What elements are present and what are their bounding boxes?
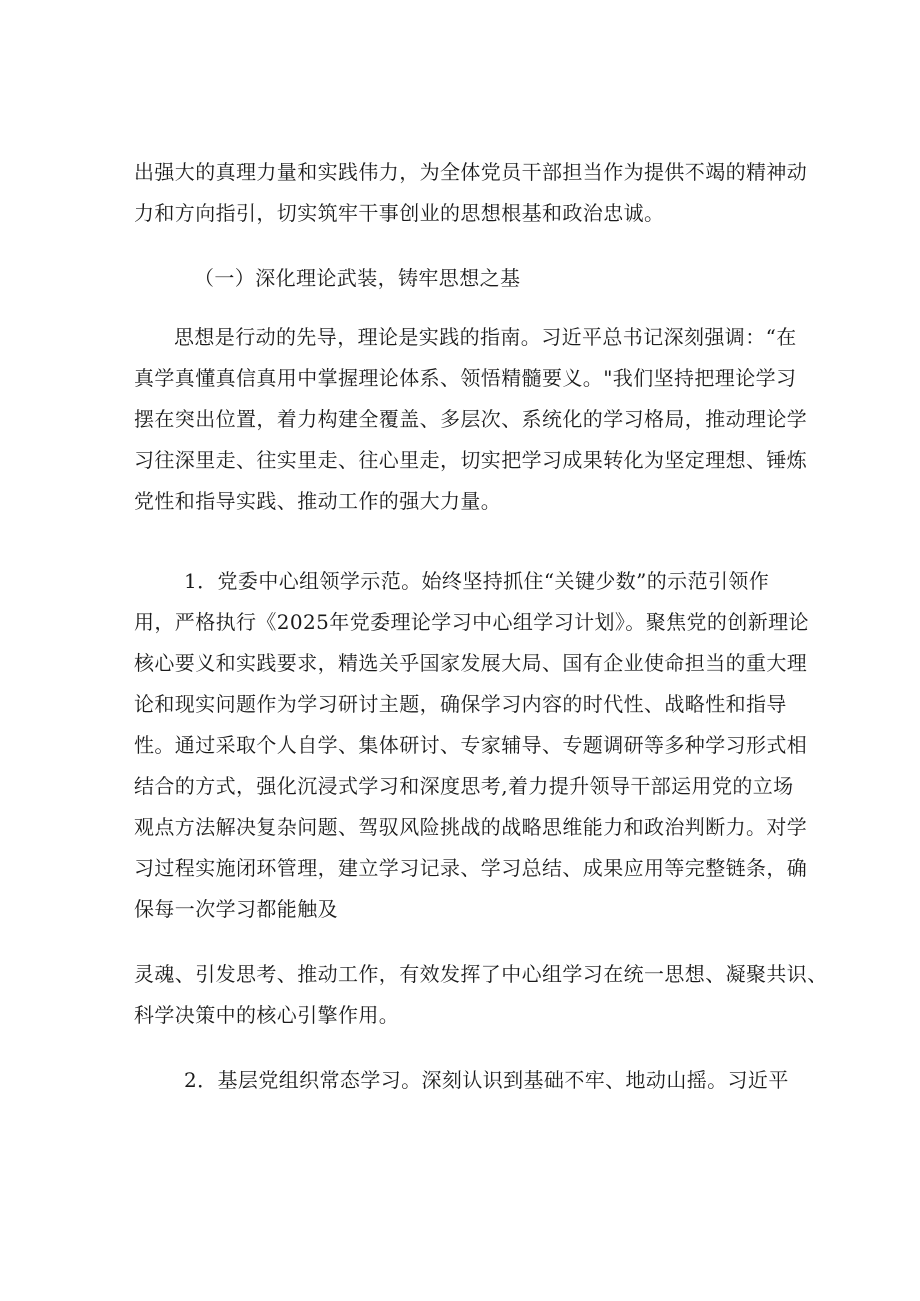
text-line: 结合的方式，强化沉浸式学习和深度思考,着力提升领导干部运用党的立场 bbox=[134, 774, 794, 798]
text-line: 核心要义和实践要求，精选关乎国家发展大局、国有企业使命担当的重大理 bbox=[134, 651, 808, 675]
text-line: 习往深里走、往实里走、往心里走，切实把学习成果转化为坚定理想、锤炼 bbox=[134, 448, 808, 472]
text-line: 论和现实问题作为学习研讨主题，确保学习内容的时代性、战略性和指导 bbox=[134, 692, 787, 716]
subsection-heading: 1．党委中心组领学示范。始终坚持抓住“关键少数”的示范引领作 bbox=[184, 569, 770, 593]
section-heading: （一）深化理论武装，铸牢思想之基 bbox=[194, 266, 521, 290]
text-line: 党性和指导实践、推动工作的强大力量。 bbox=[134, 489, 502, 513]
text-line: 观点方法解决复杂问题、驾驭风险挑战的战略思维能力和政治判断力。对学 bbox=[134, 815, 808, 839]
text-line: 力和方向指引，切实筑牢干事创业的思想根基和政治忠诚。 bbox=[134, 201, 665, 225]
text-line: 真学真懂真信真用中掌握理论体系、领悟精髓要义。"我们坚持把理论学习 bbox=[134, 366, 797, 390]
text-line: 保每一次学习都能触及 bbox=[134, 897, 338, 921]
text-line: 性。通过采取个人自学、集体研讨、专家辅导、专题调研等多种学习形式相 bbox=[134, 733, 808, 757]
text-line: 思想是行动的先导，理论是实践的指南。习近平总书记深刻强调：“在 bbox=[174, 325, 797, 349]
text-line: 摆在突出位置，着力构建全覆盖、多层次、系统化的学习格局，推动理论学 bbox=[134, 407, 808, 431]
text-line: 出强大的真理力量和实践伟力，为全体党员干部担当作为提供不竭的精神动 bbox=[134, 160, 808, 184]
text-line: 灵魂、引发思考、推动工作，有效发挥了中心组学习在统一思想、凝聚共识、 bbox=[134, 962, 828, 986]
text-line: 科学决策中的核心引擎作用。 bbox=[134, 1003, 400, 1027]
text-line: 用，严格执行《2025年党委理论学习中心组学习计划》。聚焦党的创新理论 bbox=[134, 610, 809, 634]
text-line: 习过程实施闭环管理，建立学习记录、学习总结、成果应用等完整链条，确 bbox=[134, 856, 808, 880]
subsection-heading: 2．基层党组织常态学习。深刻认识到基础不牢、地动山摇。习近平 bbox=[184, 1068, 789, 1092]
